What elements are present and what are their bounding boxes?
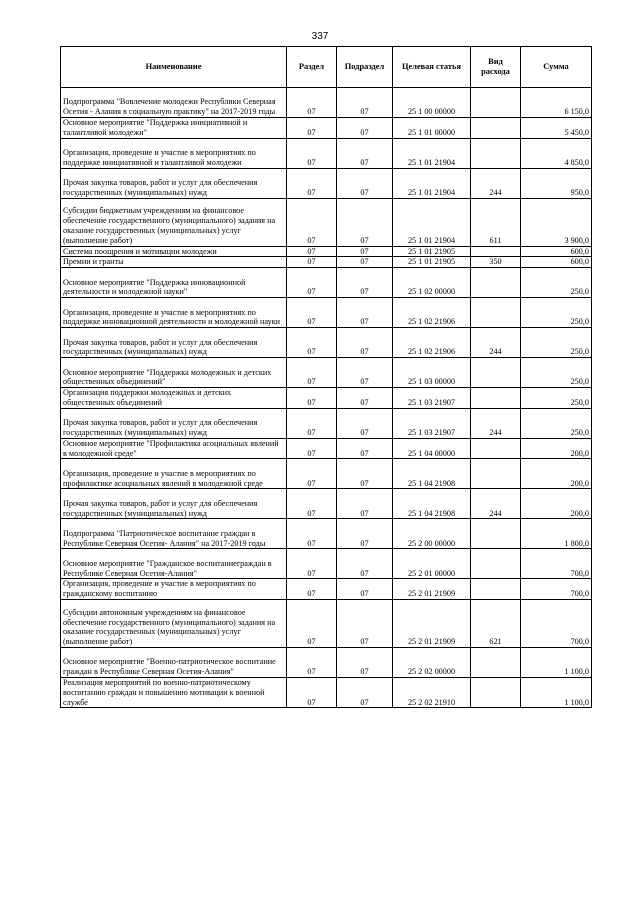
row-name: Прочая закупка товаров, работ и услуг для обеспечения государственных (муниципальных) нужд xyxy=(61,408,287,438)
row-name: Организация, проведение и участие в мероприятиях по гражданскому воспитанию xyxy=(61,579,287,600)
header-row xyxy=(61,47,592,88)
row-expense-type xyxy=(471,438,521,459)
row-subsection: 07 xyxy=(337,88,393,118)
row-name: Организация, проведение и участие в мероприятиях по профилактике асоциальных явлений в молодежной среде xyxy=(61,459,287,489)
row-expense-type xyxy=(471,388,521,409)
header-name: Наименование xyxy=(61,47,287,88)
header-section: Раздел xyxy=(287,47,337,88)
row-name: Прочая закупка товаров, работ и услуг для обеспечения государственных (муниципальных) нужд xyxy=(61,328,287,358)
row-section: 07 xyxy=(287,138,337,168)
row-target-article: 25 1 02 21906 xyxy=(393,328,471,358)
row-name: Система поощрения и мотивации молодежи xyxy=(61,246,287,257)
table-row xyxy=(61,549,592,579)
row-subsection: 07 xyxy=(337,298,393,328)
row-subsection: 07 xyxy=(337,459,393,489)
row-name: Подпрограмма "Вовлечение молодежи Республики Северная Осетия - Алания в социальную практику" на 2017-2019 годы xyxy=(61,88,287,118)
row-subsection: 07 xyxy=(337,138,393,168)
row-subsection: 07 xyxy=(337,408,393,438)
row-name: Прочая закупка товаров, работ и услуг для обеспечения государственных (муниципальных) нужд xyxy=(61,168,287,198)
row-sum: 700,0 xyxy=(521,549,592,579)
row-sum: 250,0 xyxy=(521,328,592,358)
row-target-article: 25 1 03 00000 xyxy=(393,358,471,388)
row-target-article: 25 2 01 00000 xyxy=(393,549,471,579)
row-section: 07 xyxy=(287,358,337,388)
table-row xyxy=(61,519,592,549)
row-name: Организация поддержки молодежных и детских общественных объединений xyxy=(61,388,287,409)
row-target-article: 25 1 01 00000 xyxy=(393,118,471,139)
row-section: 07 xyxy=(287,88,337,118)
row-expense-type: 244 xyxy=(471,328,521,358)
row-sum: 4 850,0 xyxy=(521,138,592,168)
row-sum: 1 100,0 xyxy=(521,677,592,707)
table-row xyxy=(61,168,592,198)
table-row xyxy=(61,328,592,358)
row-section: 07 xyxy=(287,298,337,328)
row-expense-type xyxy=(471,549,521,579)
row-target-article: 25 2 02 00000 xyxy=(393,647,471,677)
row-sum: 250,0 xyxy=(521,298,592,328)
row-expense-type xyxy=(471,298,521,328)
table-row xyxy=(61,246,592,257)
row-section: 07 xyxy=(287,246,337,257)
row-section: 07 xyxy=(287,489,337,519)
row-subsection: 07 xyxy=(337,257,393,268)
page-number: 337 xyxy=(311,31,329,42)
row-sum: 600,0 xyxy=(521,246,592,257)
row-name: Премии и гранты xyxy=(61,257,287,268)
table-row xyxy=(61,599,592,647)
row-sum: 200,0 xyxy=(521,459,592,489)
row-target-article: 25 1 02 21906 xyxy=(393,298,471,328)
row-section: 07 xyxy=(287,677,337,707)
table-row xyxy=(61,489,592,519)
row-expense-type xyxy=(471,459,521,489)
row-subsection: 07 xyxy=(337,388,393,409)
row-name: Организация, проведение и участие в мероприятиях по поддержке инновационной деятельности и молодежной науки xyxy=(61,298,287,328)
row-name: Основное мероприятие "Профилактика асоциальных явлений в молодежной среде" xyxy=(61,438,287,459)
row-sum: 6 150,0 xyxy=(521,88,592,118)
row-expense-type xyxy=(471,138,521,168)
row-expense-type xyxy=(471,677,521,707)
row-target-article: 25 1 01 21904 xyxy=(393,168,471,198)
row-expense-type xyxy=(471,647,521,677)
table-row xyxy=(61,677,592,707)
row-expense-type: 611 xyxy=(471,198,521,246)
row-section: 07 xyxy=(287,519,337,549)
row-target-article: 25 1 00 00000 xyxy=(393,88,471,118)
row-name: Прочая закупка товаров, работ и услуг для обеспечения государственных (муниципальных) нужд xyxy=(61,489,287,519)
row-sum: 3 900,0 xyxy=(521,198,592,246)
row-subsection: 07 xyxy=(337,579,393,600)
row-section: 07 xyxy=(287,408,337,438)
row-section: 07 xyxy=(287,168,337,198)
row-name: Реализация мероприятий по военно-патриотическому воспитанию граждан и повышению мотивации к военной службе xyxy=(61,677,287,707)
table-row xyxy=(61,647,592,677)
row-target-article: 25 2 01 21909 xyxy=(393,599,471,647)
row-sum: 600,0 xyxy=(521,257,592,268)
row-subsection: 07 xyxy=(337,647,393,677)
table-body xyxy=(61,88,592,708)
header-expense-type: Вид расхода xyxy=(471,47,521,88)
table-row xyxy=(61,298,592,328)
row-section: 07 xyxy=(287,579,337,600)
row-section: 07 xyxy=(287,257,337,268)
row-expense-type xyxy=(471,246,521,257)
table-row xyxy=(61,408,592,438)
row-section: 07 xyxy=(287,328,337,358)
row-section: 07 xyxy=(287,118,337,139)
row-section: 07 xyxy=(287,198,337,246)
table-row xyxy=(61,579,592,600)
table-row xyxy=(61,138,592,168)
row-subsection: 07 xyxy=(337,358,393,388)
row-sum: 250,0 xyxy=(521,268,592,298)
row-name: Субсидии автономным учреждениям на финансовое обеспечение государственного (муниципального) задания на оказание государственных (муниципальных) услуг (выполнение работ) xyxy=(61,599,287,647)
row-subsection: 07 xyxy=(337,328,393,358)
row-expense-type: 244 xyxy=(471,168,521,198)
row-sum: 700,0 xyxy=(521,599,592,647)
row-expense-type xyxy=(471,118,521,139)
row-target-article: 25 1 02 00000 xyxy=(393,268,471,298)
row-name: Основное мероприятие "Поддержка инновационной деятельности и молодежной науки" xyxy=(61,268,287,298)
row-name: Основное мероприятие "Гражданское воспитаниеграждан в Республике Северная Осетия-Алания" xyxy=(61,549,287,579)
row-target-article: 25 1 03 21907 xyxy=(393,408,471,438)
table-row xyxy=(61,198,592,246)
row-target-article: 25 1 04 00000 xyxy=(393,438,471,459)
table-row xyxy=(61,388,592,409)
row-sum: 200,0 xyxy=(521,438,592,459)
row-name: Основное мероприятие "Поддержка молодежных и детских общественных объединений" xyxy=(61,358,287,388)
row-expense-type xyxy=(471,519,521,549)
row-subsection: 07 xyxy=(337,519,393,549)
row-target-article: 25 1 01 21905 xyxy=(393,246,471,257)
row-section: 07 xyxy=(287,388,337,409)
row-name: Подпрограмма "Патриотическое воспитание граждан в Республике Северная Осетия- Алания" на 2017-2019 годы xyxy=(61,519,287,549)
row-sum: 950,0 xyxy=(521,168,592,198)
table-row xyxy=(61,358,592,388)
table-row xyxy=(61,118,592,139)
row-subsection: 07 xyxy=(337,549,393,579)
row-target-article: 25 2 01 21909 xyxy=(393,579,471,600)
row-section: 07 xyxy=(287,459,337,489)
row-target-article: 25 1 01 21904 xyxy=(393,138,471,168)
row-subsection: 07 xyxy=(337,168,393,198)
table-row xyxy=(61,438,592,459)
row-target-article: 25 2 02 21910 xyxy=(393,677,471,707)
header-target-article: Целевая статья xyxy=(393,47,471,88)
row-subsection: 07 xyxy=(337,246,393,257)
table-row xyxy=(61,459,592,489)
header-sum: Сумма xyxy=(521,47,592,88)
row-name: Субсидии бюджетным учреждениям на финансовое обеспечение государственного (муниципального) задания на оказание государственных (муниципальных) услуг (выполнение работ) xyxy=(61,198,287,246)
table-row xyxy=(61,257,592,268)
row-expense-type xyxy=(471,268,521,298)
row-sum: 5 450,0 xyxy=(521,118,592,139)
row-subsection: 07 xyxy=(337,268,393,298)
row-expense-type: 244 xyxy=(471,489,521,519)
row-target-article: 25 1 04 21908 xyxy=(393,459,471,489)
row-name: Основное мероприятие "Военно-патриотическое воспитание граждан в Республике Северная Осетия-Алания" xyxy=(61,647,287,677)
row-expense-type: 621 xyxy=(471,599,521,647)
table-row xyxy=(61,88,592,118)
row-sum: 200,0 xyxy=(521,489,592,519)
row-section: 07 xyxy=(287,647,337,677)
row-name: Основное мероприятие "Поддержка инициативной и талантливой молодежи" xyxy=(61,118,287,139)
row-subsection: 07 xyxy=(337,599,393,647)
row-target-article: 25 1 03 21907 xyxy=(393,388,471,409)
row-target-article: 25 1 01 21905 xyxy=(393,257,471,268)
row-expense-type: 244 xyxy=(471,408,521,438)
row-name: Организация, проведение и участие в мероприятиях по поддержке инициативной и талантливой молодежи xyxy=(61,138,287,168)
budget-table xyxy=(60,46,592,708)
row-target-article: 25 1 04 21908 xyxy=(393,489,471,519)
row-subsection: 07 xyxy=(337,198,393,246)
row-expense-type: 350 xyxy=(471,257,521,268)
row-target-article: 25 2 00 00000 xyxy=(393,519,471,549)
row-sum: 250,0 xyxy=(521,408,592,438)
row-sum: 700,0 xyxy=(521,579,592,600)
row-section: 07 xyxy=(287,549,337,579)
row-subsection: 07 xyxy=(337,118,393,139)
row-expense-type xyxy=(471,358,521,388)
table-row xyxy=(61,268,592,298)
row-expense-type xyxy=(471,88,521,118)
row-subsection: 07 xyxy=(337,677,393,707)
row-sum: 250,0 xyxy=(521,388,592,409)
row-sum: 1 800,0 xyxy=(521,519,592,549)
row-expense-type xyxy=(471,579,521,600)
row-sum: 250,0 xyxy=(521,358,592,388)
row-target-article: 25 1 01 21904 xyxy=(393,198,471,246)
row-subsection: 07 xyxy=(337,438,393,459)
row-section: 07 xyxy=(287,268,337,298)
row-subsection: 07 xyxy=(337,489,393,519)
row-section: 07 xyxy=(287,599,337,647)
row-sum: 1 100,0 xyxy=(521,647,592,677)
row-section: 07 xyxy=(287,438,337,459)
header-subsection: Подраздел xyxy=(337,47,393,88)
